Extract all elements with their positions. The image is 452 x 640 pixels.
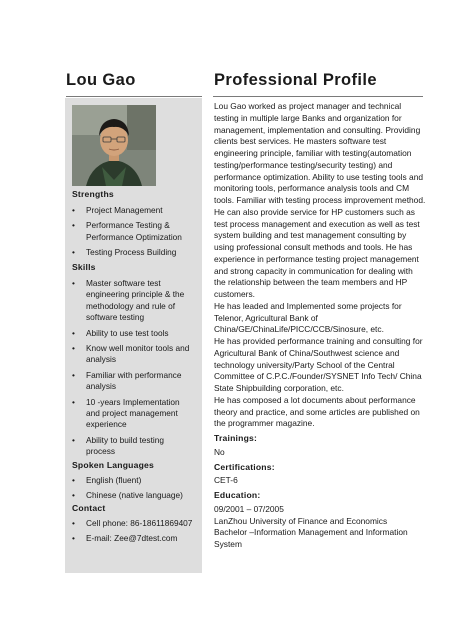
profile-paragraph: He has leaded and Implemented some projects for Telenor, Agricultural Bank of China/GE/ChinaLife/PICC/CCB/Sinosure, etc. <box>214 300 402 335</box>
bullet-icon: • <box>72 343 75 354</box>
strengths-list <box>65 205 202 263</box>
education-degree: Bachelor –Information Management and Information System <box>214 527 408 549</box>
list-item: • Familiar with performance analysis <box>72 369 182 392</box>
list-item: • 10 -years Implementation and project management experience <box>72 396 180 430</box>
bullet-icon: • <box>72 278 75 288</box>
list-item: • Know well monitor tools and analysis <box>72 343 190 365</box>
bullet-icon: • <box>72 475 75 485</box>
strengths-heading: Strengths <box>72 189 114 199</box>
portrait-image <box>72 105 156 186</box>
profile-photo <box>72 105 156 186</box>
resume-name: Lou Gao <box>66 71 136 89</box>
list-item: • Ability to build testing process <box>72 434 164 457</box>
list-item: • Ability to use test tools <box>72 327 169 338</box>
bullet-icon: • <box>72 205 75 215</box>
trainings-value: No <box>214 446 225 457</box>
trainings-heading: Trainings: <box>214 433 258 443</box>
skills-heading: Skills <box>72 262 96 272</box>
profile-paragraph: He has provided performance training and consulting for Agricultural Bank of China/Southwest science and technology university/Party School of the Central Committee of C.P.C./Founder/SYSNET Info Tech/ China State Shipbuilding corporation, etc. <box>214 336 423 393</box>
list-item: • Cell phone: 86-18611869407 <box>72 518 193 528</box>
bullet-icon: • <box>72 247 75 258</box>
profile-paragraph: He has composed a lot documents about performance theory and practice, and some articles are published on the programmer magazine. <box>214 394 420 429</box>
certifications-heading: Certifications: <box>214 461 275 472</box>
bullet-icon: • <box>72 369 75 380</box>
list-item: • Project Management <box>72 205 163 215</box>
bullet-icon: • <box>72 518 75 528</box>
skills-list <box>65 278 202 462</box>
list-item: • Master software test engineering principle & the methodology and rule of software testing <box>72 278 185 323</box>
bullet-icon: • <box>72 434 75 445</box>
profile-body <box>214 101 426 551</box>
certifications-value: CET-6 <box>214 475 238 486</box>
list-item: • Testing Process Building <box>72 247 177 258</box>
languages-heading: Spoken Languages <box>72 460 154 470</box>
contact-heading: Contact <box>72 503 106 513</box>
profile-divider <box>213 96 423 97</box>
bullet-icon: • <box>72 490 75 501</box>
bullet-icon: • <box>72 327 75 338</box>
profile-heading: Professional Profile <box>214 71 377 89</box>
bullet-icon: • <box>72 396 75 407</box>
name-divider <box>66 96 202 97</box>
list-item: • English (fluent) <box>72 475 142 485</box>
profile-paragraph: Lou Gao worked as project manager and technical testing in multiple large Banks and organization for management, implementation and consulting. Providing clients best services. He masters software test engineering principle, familiar with testing(automation testing/performance testing/security testing) and performance optimization. Ability to use testing tools and monitoring tools, performance analysis tools and CM tools. Familiar with testing process improvement method. <box>214 101 426 205</box>
profile-paragraph: He can also provide service for HP customers such as test process management and execution as well as test system building and test management consulting by using professional consult methods and tools. He has experience in performance testing project management and strong capacity in communication for dealing with the relationship between the team members and HP customers. <box>214 206 420 299</box>
bullet-icon: • <box>72 220 75 231</box>
education-heading: Education: <box>214 490 261 500</box>
list-item: • E-mail: Zee@7dtest.com <box>72 533 178 544</box>
bullet-icon: • <box>72 533 75 544</box>
languages-list <box>65 475 202 506</box>
education-dates: 09/2001 – 07/2005 <box>214 503 284 514</box>
sidebar <box>65 98 202 573</box>
list-item: • Chinese (native language) <box>72 490 183 501</box>
list-item: • Performance Testing & Performance Optimization <box>72 220 182 242</box>
contact-list <box>65 518 202 549</box>
education-school: LanZhou University of Finance and Economics <box>214 515 388 526</box>
